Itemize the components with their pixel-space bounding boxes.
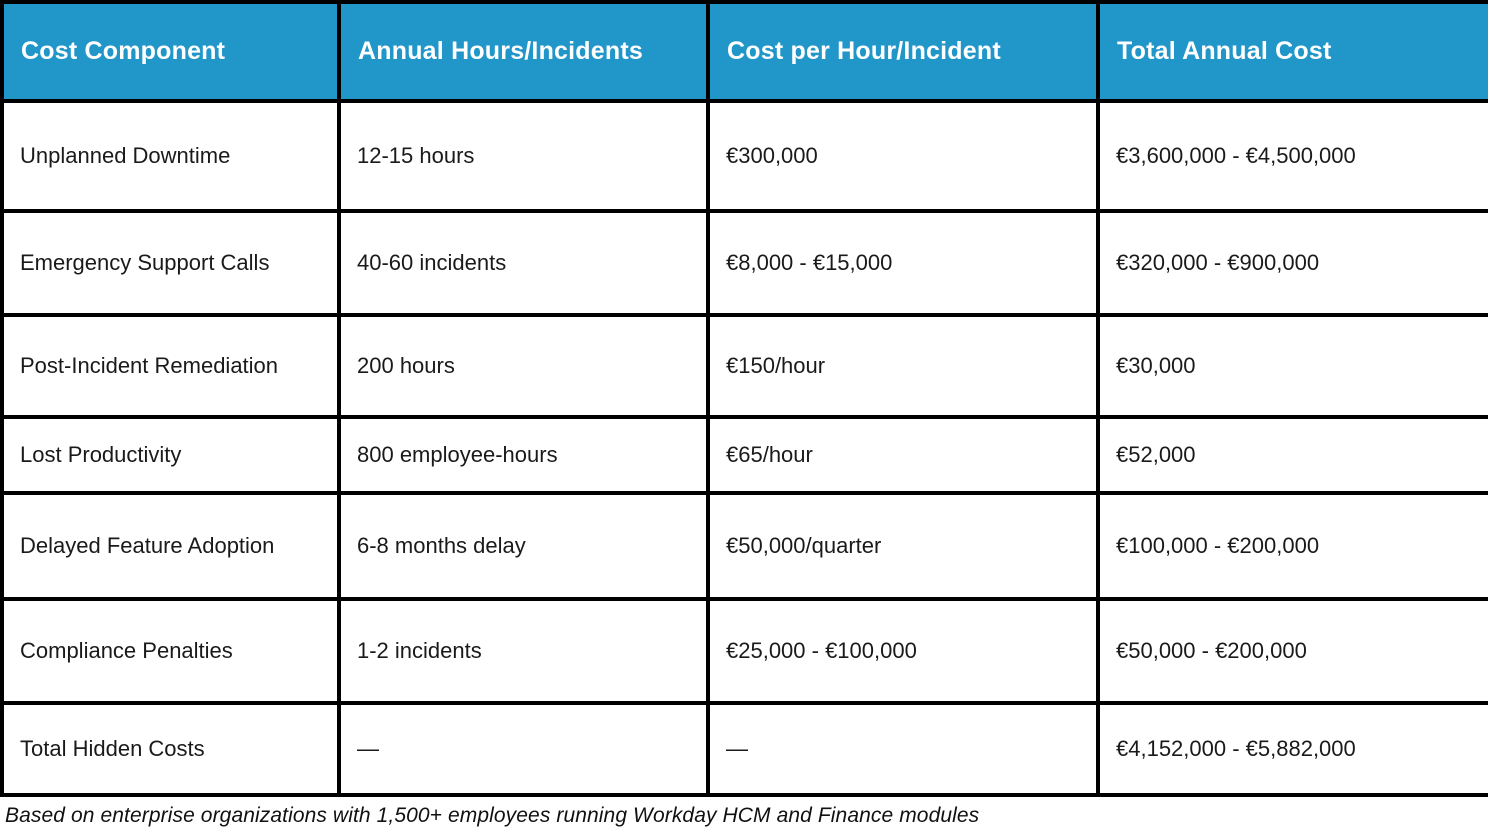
table-cell: Lost Productivity	[2, 417, 339, 493]
table-cell: €4,152,000 - €5,882,000	[1098, 703, 1488, 795]
table-cell: 6-8 months delay	[339, 493, 708, 599]
table-row-compliance-penalties	[2, 599, 1488, 703]
table-cell: €3,600,000 - €4,500,000	[1098, 101, 1488, 211]
table-cell: €50,000 - €200,000	[1098, 599, 1488, 703]
column-header-cost-per-hour: Cost per Hour/Incident	[708, 2, 1098, 101]
table-cell: €320,000 - €900,000	[1098, 211, 1488, 315]
table-cell: Unplanned Downtime	[2, 101, 339, 211]
table-row-emergency-support-calls	[2, 211, 1488, 315]
table-cell: €100,000 - €200,000	[1098, 493, 1488, 599]
table-cell: Post-Incident Remediation	[2, 315, 339, 417]
table-cell: 40-60 incidents	[339, 211, 708, 315]
table-cell: —	[339, 703, 708, 795]
table-row-lost-productivity	[2, 417, 1488, 493]
table-cell: 1-2 incidents	[339, 599, 708, 703]
table-cell: €52,000	[1098, 417, 1488, 493]
table-row-total-hidden-costs	[2, 703, 1488, 795]
table-row-unplanned-downtime	[2, 101, 1488, 211]
column-header-cost-component: Cost Component	[2, 2, 339, 101]
column-header-total-annual-cost: Total Annual Cost	[1098, 2, 1488, 101]
table-cell: €50,000/quarter	[708, 493, 1098, 599]
column-header-annual-hours: Annual Hours/Incidents	[339, 2, 708, 101]
table-cell: 12-15 hours	[339, 101, 708, 211]
table-cell: €25,000 - €100,000	[708, 599, 1098, 703]
table-footnote: Based on enterprise organizations with 1,500+ employees running Workday HCM and Finance modules	[5, 804, 980, 827]
table-cell: Emergency Support Calls	[2, 211, 339, 315]
table-cell: Delayed Feature Adoption	[2, 493, 339, 599]
table-row-post-incident-remediation	[2, 315, 1488, 417]
header-row	[2, 2, 1488, 101]
table-cell: €65/hour	[708, 417, 1098, 493]
table-cell: 200 hours	[339, 315, 708, 417]
table-cell: 800 employee-hours	[339, 417, 708, 493]
table-cell: —	[708, 703, 1098, 795]
table-cell: Compliance Penalties	[2, 599, 339, 703]
table-row-delayed-feature-adoption	[2, 493, 1488, 599]
table-cell: €8,000 - €15,000	[708, 211, 1098, 315]
table-cell: €300,000	[708, 101, 1098, 211]
table-cell: €150/hour	[708, 315, 1098, 417]
table-cell: Total Hidden Costs	[2, 703, 339, 795]
table-cell: €30,000	[1098, 315, 1488, 417]
